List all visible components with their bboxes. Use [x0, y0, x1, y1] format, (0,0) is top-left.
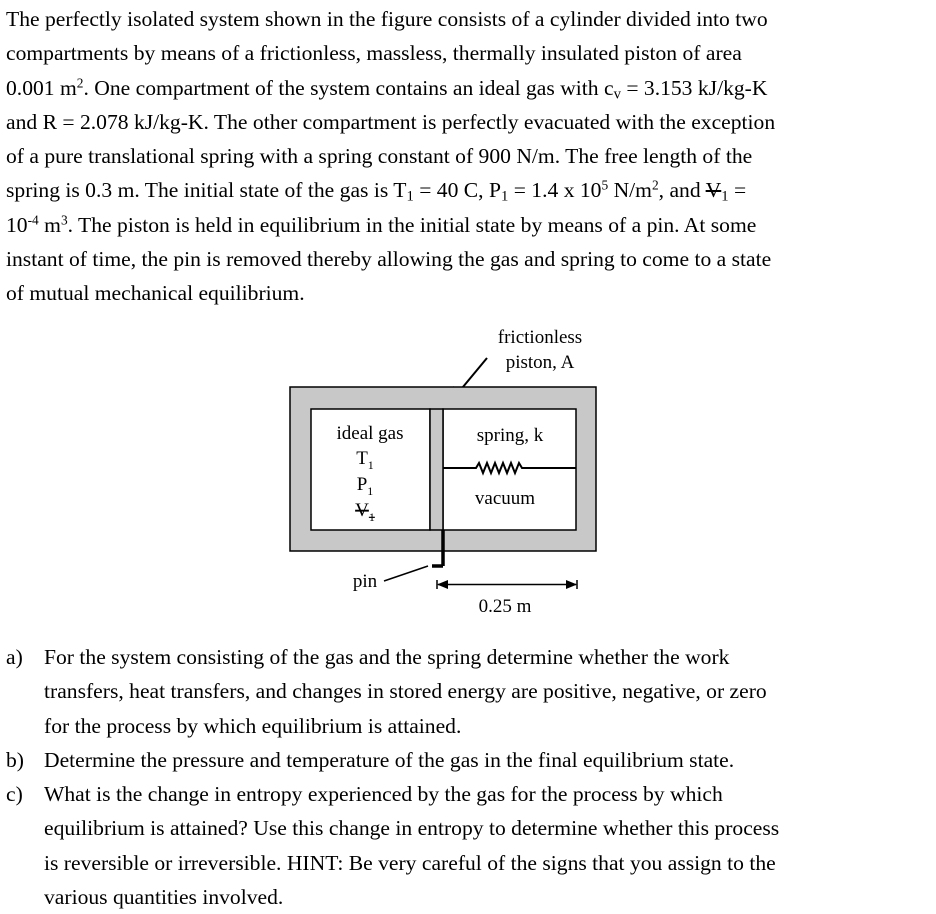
- problem-line-5: of a pure translational spring with a spring constant of 900 N/m. The free length of the: [6, 144, 753, 169]
- question-label: a): [6, 645, 23, 669]
- question-line: is reversible or irreversible. HINT: Be very careful of the signs that you assign to the: [44, 850, 776, 875]
- question-list: [6, 640, 932, 914]
- piston-label-line1: frictionless: [497, 327, 583, 348]
- dimension-arrow-right: [566, 580, 577, 589]
- question-line: various quantities involved.: [44, 885, 284, 910]
- problem-line-9: of mutual mechanical equilibrium.: [6, 281, 305, 306]
- dimension-arrow-left: [437, 580, 448, 589]
- problem-line-8: instant of time, the pin is removed thereby allowing the gas and spring to come to a state: [6, 247, 772, 272]
- question-line: For the system consisting of the gas and the spring determine whether the work: [44, 645, 730, 669]
- pressure-label: $P_1$: [356, 474, 374, 498]
- problem-line-2: compartments by means of a frictionless, massless, thermally insulated piston of area: [6, 41, 742, 66]
- gas-label: ideal gas: [336, 423, 404, 444]
- piston: [430, 409, 443, 530]
- question-line: transfers, heat transfers, and changes in stored energy are positive, negative, or zero: [44, 679, 767, 704]
- problem-line-7: $10^{-4}$ $m^3$. The piston is held in equilibrium in the initial state by means of a pin. At some: [6, 212, 757, 237]
- problem-line-6: spring is 0.3 m. The initial state of the gas is $T_1 = 40$ C, $P_1 = 1.4$ x $10^5$ $N/m^2$, and $V_1$ =: [6, 178, 747, 206]
- question-line: What is the change in entropy experienced by the gas for the process by which: [44, 782, 723, 807]
- question-label: c): [6, 782, 23, 807]
- question-c: [6, 777, 932, 914]
- problem-line-3: 0.001 $m^2$. One compartment of the system contains an ideal gas with $c_v = 3.153$ kJ/kg-K: [6, 75, 768, 103]
- question-a: [6, 640, 932, 743]
- dimension-label: 0.25 m: [478, 596, 532, 617]
- piston-label-line2: piston, A: [505, 352, 575, 373]
- volume-symbol: V: [705, 178, 722, 203]
- question-label: b): [6, 747, 24, 772]
- pin-label: pin: [352, 571, 378, 592]
- spring-label: spring, k: [476, 425, 544, 446]
- pin-leader-line: [384, 566, 428, 581]
- question-line: equilibrium is attained? Use this change in entropy to determine whether this process: [44, 816, 780, 841]
- question-line: for the process by which equilibrium is attained.: [44, 713, 462, 738]
- question-b: [6, 743, 932, 777]
- question-line: Determine the pressure and temperature of the gas in the final equilibrium state.: [44, 747, 735, 772]
- vacuum-label: vacuum: [474, 488, 536, 509]
- problem-line-4: and R = 2.078 kJ/kg-K. The other compartment is perfectly evacuated with the exception: [6, 109, 776, 134]
- temperature-label: $T_1$: [356, 448, 374, 472]
- problem-line-1: The perfectly isolated system shown in the figure consists of a cylinder divided into two: [6, 7, 768, 31]
- volume-label: $V_1$: [355, 500, 375, 524]
